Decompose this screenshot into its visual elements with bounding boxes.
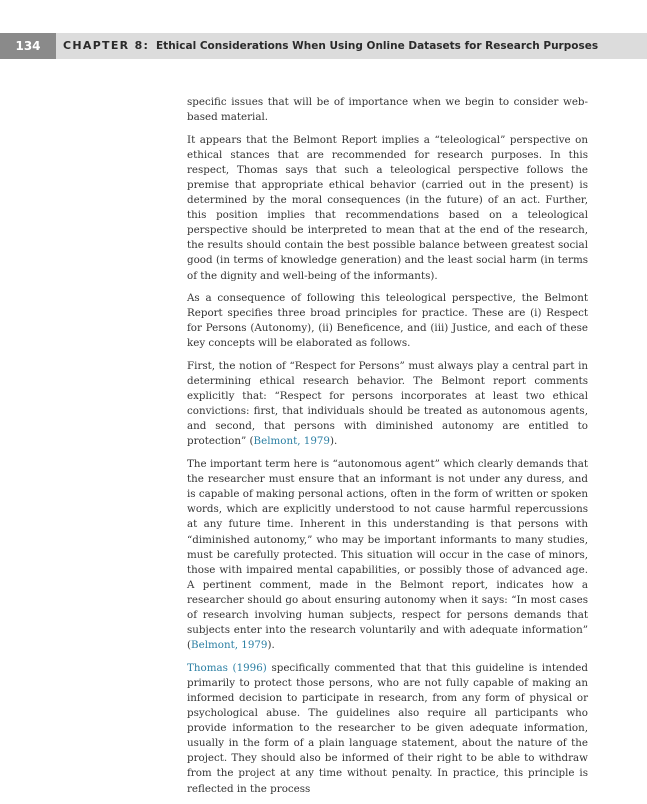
text-run: First, the notion of “Respect for Persons” must always play a central part in determining ethical research behavior. The Belmont report comments explicitly that: “Respect for persons incorporates at least two ethical convictions: first, that individuals should be treated as autonomous agents, and second, that persons with diminished autonomy are entitled to protection” ( [187, 360, 588, 448]
text-run: It appears that the Belmont Report implies a “teleological” perspective on ethical stances that are recommended for research purposes. In this respect, Thomas says that such a teleological perspective follows the premise that appropriate ethical behavior (carried out in the present) is determined by the moral consequences (in the future) of an act. Further, this position implies that recommendations based on a teleological perspective should be interpreted to mean that at the end of the research, the results should contain the best possible balance between greatest social good (in terms of knowledge generation) and the least social harm (in terms of the dignity and well-being of the informants). [187, 133, 588, 282]
citation-link[interactable]: Belmont, 1979 [253, 435, 330, 448]
body-text [187, 95, 588, 804]
citation-link[interactable]: Thomas (1996) [187, 661, 267, 674]
text-run: As a consequence of following this teleological perspective, the Belmont Report specifies three broad principles for practice. These are (i) Respect for Persons (Autonomy), (ii) Beneficence, and (iii) Justice, and each of these key concepts will be elaborated as follows. [187, 292, 588, 350]
text-run: specifically commented that that this guideline is intended primarily to protect those persons, who are not fully capable of making an informed decision to participate in research, from any form of physical or psychological abuse. The guidelines also require all participants who provide information to the researcher to be given adequate information, usually in the form of a plain language statement, about the nature of the project. They should also be informed of their right to be able to withdraw from the project at any time without penalty. In practice, this principle is reflected in the process [187, 661, 588, 795]
text-run: specific issues that will be of importance when we begin to consider web-based material. [187, 96, 588, 124]
chapter-title: Ethical Considerations When Using Online Datasets for Research Purposes [156, 40, 599, 52]
text-run: ). [267, 639, 275, 652]
paragraph [187, 133, 588, 284]
paragraph [187, 457, 588, 653]
paragraph [187, 291, 588, 351]
paragraph [187, 95, 588, 125]
text-run: The important term here is “autonomous agent” which clearly demands that the researcher must ensure that an informant is not under any duress, and is capable of making personal actions, often in the form of written or spoken words, which are explicitly understood to not cause harmful repercussions at any future time. Inherent in this understanding is that persons with “diminished autonomy,” who may be important informants to many studies, must be carefully protected. This situation will occur in the case of minors, those with impaired mental capabilities, or possibly those of advanced age. A pertinent comment, made in the Belmont report, indicates how a researcher should go about ensuring autonomy when it says: “In most cases of research involving human subjects, respect for persons demands that subjects enter into the research voluntarily and with adequate information” ( [187, 458, 588, 652]
paragraph [187, 359, 588, 450]
running-header [0, 33, 647, 59]
chapter-label: CHAPTER 8: [63, 39, 150, 52]
citation-link[interactable]: Belmont, 1979 [191, 639, 268, 652]
paragraph [187, 661, 588, 797]
text-run: ). [329, 435, 338, 448]
page-number: 134 [0, 33, 56, 59]
